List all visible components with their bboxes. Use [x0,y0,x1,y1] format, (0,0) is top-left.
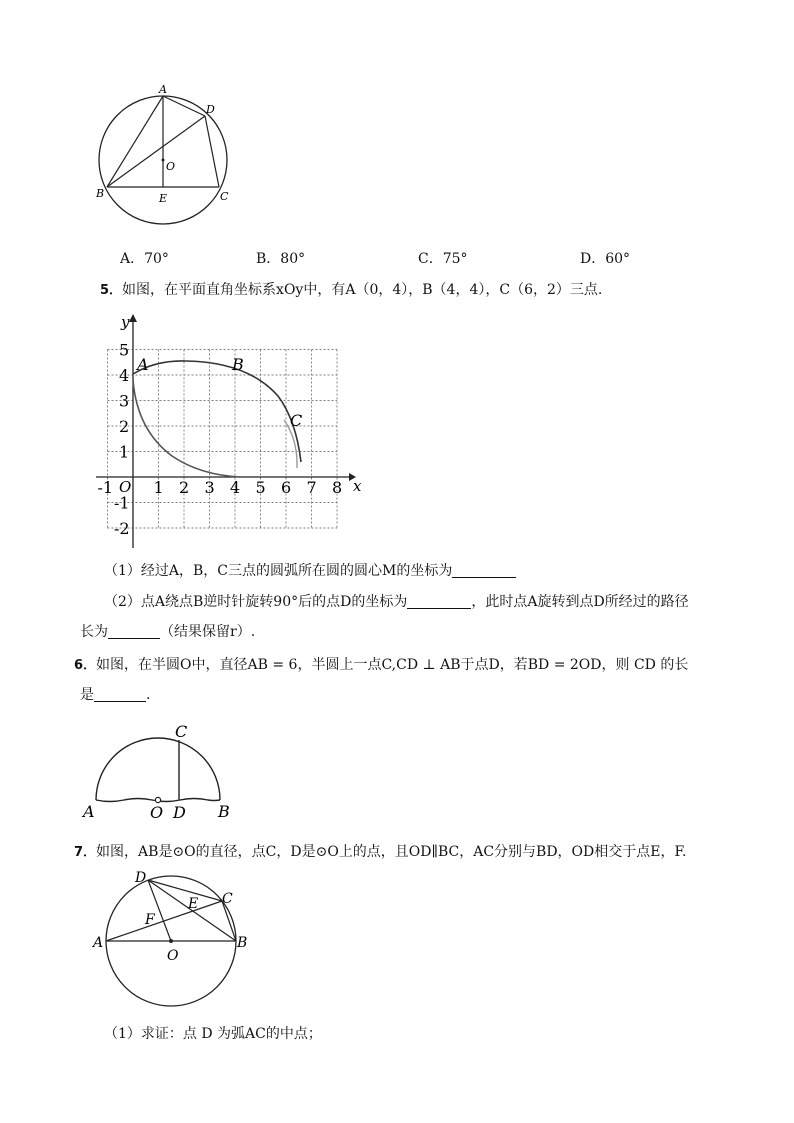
q5-y-tick-label: -2 [114,519,130,538]
q4-label-A: A [159,83,167,96]
q5-y-axis-label: y [121,313,130,331]
q7-label-B: B [237,935,248,951]
q5-x-axis-label: x [353,477,362,495]
q6-line2-end: . [146,687,151,703]
q7-center-dot [169,939,173,943]
q5-number: 5． [100,283,123,298]
q4-option-d: D．60° [580,251,631,267]
q5-x-tick-label: 4 [230,478,241,497]
q5-x-tick-label: 6 [281,478,292,497]
q7-label-F: F [145,912,155,928]
q4-label-D: D [206,103,215,116]
q7-label-C: C [222,891,233,907]
q4-option-b: B．80° [256,251,306,267]
q5-y-tick-label: 3 [119,391,130,411]
q5-y-tick-label: 4 [119,366,130,385]
q6-number: 6． [74,658,97,673]
q6-line2-text: 是 [80,687,94,703]
q6-label-C: C [175,722,188,741]
q5-point-A-label: A [137,355,149,374]
q7-segment-OD [148,880,171,941]
q5-x-tick-label: 8 [332,478,343,497]
q5-y-tick-label: 5 [119,340,130,360]
q6-label-B: B [218,802,230,821]
q6-stem-text: 如图，在半圆O中，直径AB = 6，半圆上一点C,CD ⊥ AB于点D，若BD = 2OD，则 CD 的长 [96,657,689,673]
q7-segment-CB [222,901,236,941]
q5-y-tick-label: 1 [119,442,130,462]
q4-option-c: C．75° [418,251,468,267]
q7-number: 7． [74,845,97,860]
q5-part2-line2-text: 长为 [80,624,108,640]
q5-y-tick-label: 2 [119,417,130,436]
q5-y-tick-label: -1 [114,493,130,513]
q4-label-C: C [220,190,229,203]
q4-option-a: A．70° [120,251,169,267]
q5-point-C-label: C [290,411,303,430]
q5-x-tick-label: 1 [153,478,164,497]
q6-label-O: O [150,803,164,822]
q7-label-D: D [135,870,147,886]
q5-origin-label: O [119,478,132,496]
q5-stem-text: 如图，在平面直角坐标系xOy中，有A（0，4），B（4，4），C（6，2）三点. [122,282,603,298]
q7-stem-text: 如图，AB是⊙O的直径，点C，D是⊙O上的点，且OD∥BC，AC分别与BD，OD相交于点E，F. [96,844,687,860]
q6-label-A: A [83,802,95,821]
q5-part2-text: （2）点A绕点B逆时针旋转90°后的点D的坐标为 [104,594,408,610]
q7-part1: （1）求证：点 D 为弧AC的中点； [104,1026,322,1042]
q7-label-E: E [188,896,199,912]
q7-label-O: O [167,948,179,964]
q5-x-tick-label: 7 [306,478,317,497]
q5-x-tick-label: 5 [255,478,266,497]
q5-part1-text: （1）经过A，B，C三点的圆弧所在圆的圆心M的坐标为 [104,563,453,579]
q5-x-tick-label: -1 [97,478,114,497]
q5-x-tick-label: 3 [204,478,215,497]
q5-part2-line2-end: （结果保留r）. [160,624,256,640]
q7-segment-AC [106,901,222,941]
q5-part2-mid-text: ，此时点A旋转到点D所经过的路径 [471,594,689,610]
q5-point-B-label: B [232,355,244,374]
q4-label-B: B [96,187,105,200]
q4-label-O: O [166,160,176,173]
q4-label-E: E [159,192,168,205]
q7-label-A: A [93,935,104,951]
q6-label-D: D [173,803,186,822]
q5-x-tick-label: 2 [179,478,190,497]
